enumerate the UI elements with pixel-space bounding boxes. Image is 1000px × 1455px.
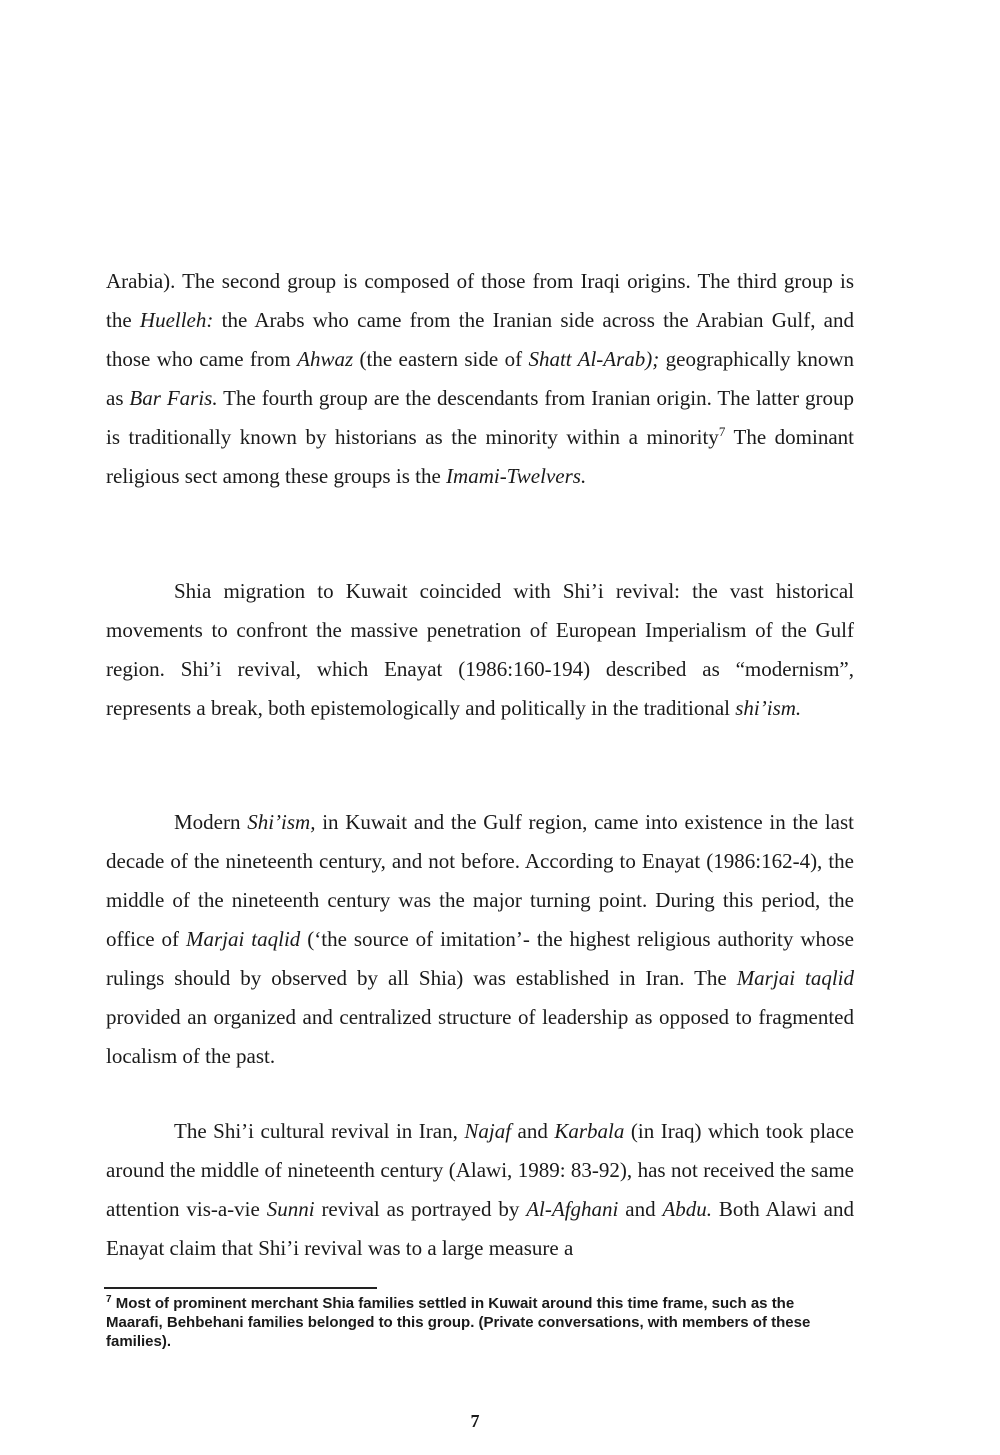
text-run: The fourth group are the descendants from Iranian origin. The latter group is traditionally known by historians as the minority within a minority bbox=[106, 386, 854, 449]
text-run: and bbox=[511, 1119, 555, 1143]
footnote-text: Most of prominent merchant Shia families settled in Kuwait around this time frame, such as the Maarafi, Behbehani families belonged to this group. (Private conversations, with members of these families). bbox=[106, 1295, 811, 1350]
text-run: Modern bbox=[174, 810, 248, 834]
paragraph-3 bbox=[106, 803, 854, 1076]
italic-term: Shi’ism, bbox=[247, 810, 316, 834]
italic-term: Abdu. bbox=[662, 1197, 713, 1221]
text-run: provided an organized and centralized structure of leadership as opposed to fragmented localism of the past. bbox=[106, 1005, 854, 1068]
footnote-marker: 7 bbox=[106, 1294, 112, 1305]
paragraph-1 bbox=[106, 262, 854, 496]
text-run: (in Iraq) which took place around the middle of nineteenth century (Alawi, 1989: 83-92), has not received the same attention vis-a-vie bbox=[106, 1119, 854, 1221]
text-run: revival as portrayed by bbox=[314, 1197, 527, 1221]
italic-term: Ahwaz bbox=[297, 347, 354, 371]
italic-term: shi’ism. bbox=[735, 696, 802, 720]
italic-term: Karbala bbox=[554, 1119, 625, 1143]
text-run: the Arabs who came from the Iranian side across the Arabian Gulf, and those who came from bbox=[106, 308, 855, 371]
italic-term: Marjai taqlid bbox=[736, 966, 854, 990]
text-run: (the eastern side of bbox=[353, 347, 529, 371]
italic-term: Marjai taqlid bbox=[186, 927, 301, 951]
paragraph-4 bbox=[106, 1112, 854, 1268]
italic-term: Al-Afghani bbox=[526, 1197, 619, 1221]
text-run: Arabia). The second group is composed of those from Iraqi origins. The third group is the bbox=[106, 269, 854, 332]
text-run: (‘the source of imitation’- the highest religious authority whose rulings should by observed by all Shia) was established in Iran. The bbox=[106, 927, 854, 990]
footnote-reference: 7 bbox=[718, 424, 726, 439]
italic-term: Imami-Twelvers. bbox=[446, 464, 587, 488]
text-run: geographically known as bbox=[106, 347, 854, 410]
footnote bbox=[106, 1294, 846, 1351]
italic-term: Shatt Al-Arab); bbox=[528, 347, 660, 371]
italic-term: Najaf bbox=[464, 1119, 512, 1143]
text-run: Both Alawi and Enayat claim that Shi’i revival was to a large measure a bbox=[106, 1197, 855, 1260]
italic-term: Bar Faris. bbox=[129, 386, 218, 410]
text-run: The dominant religious sect among these groups is the bbox=[106, 425, 855, 488]
paragraph-2 bbox=[106, 572, 854, 728]
text-run: Shia migration to Kuwait coincided with Shi’i revival: the vast historical movements to confront the massive penetration of European Imperialism of the Gulf region. Shi’i revival, which Enayat (1986:160-194) described as “modernism”, represents a break, both epistemologically and politically in the traditional bbox=[106, 579, 854, 720]
italic-term: Sunni bbox=[266, 1197, 315, 1221]
text-run: and bbox=[618, 1197, 663, 1221]
text-run: The Shi’i cultural revival in Iran, bbox=[174, 1119, 465, 1143]
text-run: in Kuwait and the Gulf region, came into existence in the last decade of the nineteenth century, and not before. According to Enayat (1986:162-4), the middle of the nineteenth century was the major turning point. During this period, the office of bbox=[106, 810, 854, 951]
footnote-divider bbox=[104, 1287, 377, 1289]
page-number: 7 bbox=[470, 1411, 480, 1431]
italic-term: Huelleh: bbox=[139, 308, 214, 332]
